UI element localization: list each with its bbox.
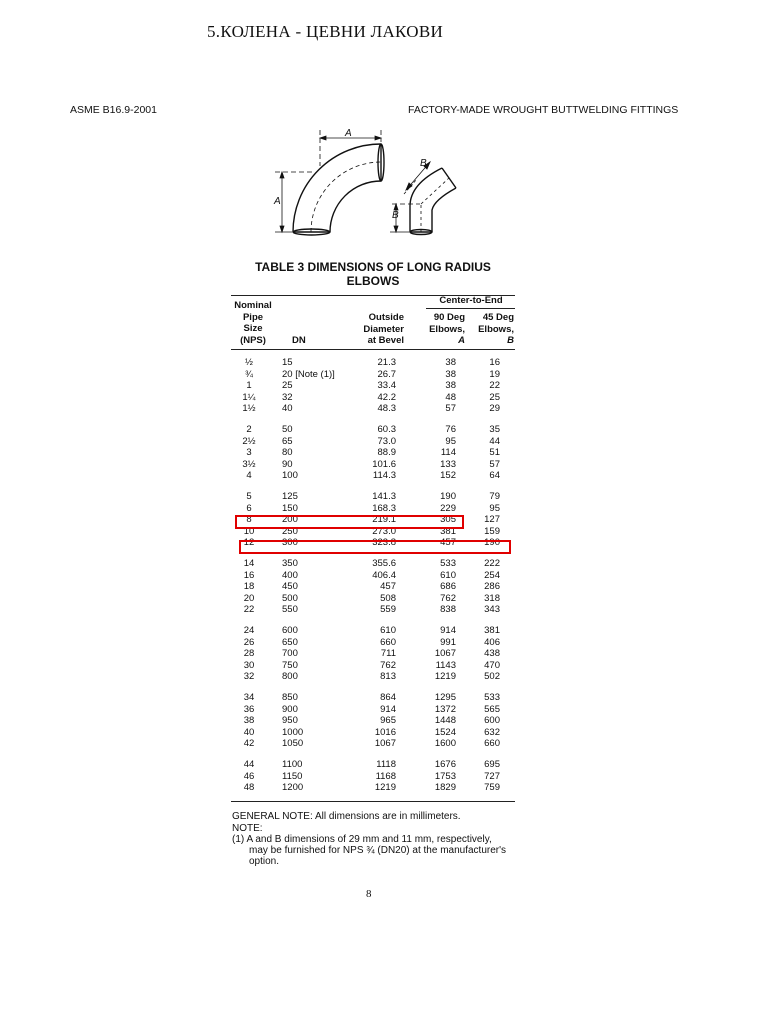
elbow-90-cell: 38 xyxy=(445,380,456,391)
elbow-90-cell: 610 xyxy=(440,569,456,581)
elbow-45-cell: 25 xyxy=(489,391,500,403)
elbow-90-cell: 1753 xyxy=(434,770,456,782)
outside-diameter-cell: 864 xyxy=(380,692,396,703)
elbow-45-cell: 95 xyxy=(489,502,500,514)
elbow-45-cell: 16 xyxy=(489,357,500,368)
outside-diameter-cell: 273.0 xyxy=(372,525,396,537)
dn-cell: 50 xyxy=(282,424,293,435)
outside-diameter-cell: 508 xyxy=(380,592,396,604)
nps-cell: 12 xyxy=(243,537,255,548)
outside-diameter-cell: 1118 xyxy=(376,759,396,770)
standard-code: ASME B16.9-2001 xyxy=(70,104,157,116)
nps-cell: 32 xyxy=(243,671,255,682)
elbow-45-cell: 343 xyxy=(484,604,500,615)
elbow-90-cell: 533 xyxy=(440,558,456,569)
table-header-rule xyxy=(231,349,515,350)
outside-diameter-cell: 1016 xyxy=(374,726,396,738)
dn-column-header: DN xyxy=(292,335,306,346)
elbow-diagram xyxy=(270,128,490,240)
nps-cell: 4 xyxy=(246,470,252,481)
note-label: NOTE: xyxy=(232,823,263,834)
outside-diameter-cell: 1219 xyxy=(374,782,396,793)
nps-cell: 2 xyxy=(246,424,252,435)
elbow-45-cell: 29 xyxy=(489,403,500,414)
outside-diameter-cell: 762 xyxy=(380,659,396,671)
elbow-45-cell: 222 xyxy=(484,558,500,569)
elbow-45-cell: 22 xyxy=(489,380,500,391)
nps-cell: 5 xyxy=(246,491,252,502)
elbow-90-cell: 57 xyxy=(445,403,456,414)
elbow-90-cell: 38 xyxy=(445,368,456,380)
elbow-90-cell: 114 xyxy=(440,447,456,458)
elbow-45-cell: 159 xyxy=(484,525,500,537)
elbow-45-cell: 438 xyxy=(484,648,500,659)
dn-cell: 25 xyxy=(282,380,293,391)
dn-cell: 20 [Note (1)] xyxy=(282,368,335,380)
elbow-45-cell: 565 xyxy=(484,703,500,715)
nps-column-header: Nominal Pipe Size (NPS) xyxy=(234,300,272,346)
outside-diameter-cell: 33.4 xyxy=(377,380,396,391)
dn-cell: 350 xyxy=(282,558,298,569)
elbow-45-cell: 286 xyxy=(484,581,500,592)
nps-cell: 48 xyxy=(243,782,255,793)
nps-cell: 10 xyxy=(243,525,255,537)
dn-cell: 1150 xyxy=(282,770,303,782)
general-note: GENERAL NOTE: All dimensions are in millimeters. xyxy=(232,811,461,822)
nps-cell: 22 xyxy=(243,604,255,615)
outside-diameter-cell: 168.3 xyxy=(372,502,396,514)
outside-diameter-cell: 559 xyxy=(380,604,396,615)
elbow-45-cell: 727 xyxy=(484,770,500,782)
nps-cell: 38 xyxy=(243,715,255,726)
nps-cell: 30 xyxy=(243,659,255,671)
elbow-45-cell: 406 xyxy=(484,636,500,648)
outside-diameter-cell: 88.9 xyxy=(377,447,396,458)
page-number: 8 xyxy=(366,888,372,900)
elbow-45-cell: 44 xyxy=(489,435,500,447)
elbow-90-cell: 1676 xyxy=(434,759,456,770)
nps-cell: 28 xyxy=(243,648,255,659)
elbow-45-column-header: 45 Deg Elbows, B xyxy=(478,312,514,346)
elbow-90-cell: 1143 xyxy=(435,659,456,671)
dn-cell: 90 xyxy=(282,458,293,470)
elbow-90-cell: 1219 xyxy=(434,671,456,682)
dn-cell: 15 xyxy=(282,357,293,368)
elbow-90-cell: 1295 xyxy=(434,692,456,703)
outside-diameter-cell: 73.0 xyxy=(377,435,396,447)
dn-cell: 1050 xyxy=(282,738,304,749)
nps-cell: 1 xyxy=(246,380,252,391)
dn-cell: 500 xyxy=(282,592,298,604)
elbow-90-cell: 1524 xyxy=(434,726,456,738)
elbow-45-cell: 660 xyxy=(484,738,500,749)
outside-diameter-cell: 101.6 xyxy=(372,458,396,470)
elbow-45-cell: 190 xyxy=(484,537,500,548)
elbow-45-cell: 533 xyxy=(484,692,500,703)
outside-diameter-cell: 610 xyxy=(380,625,396,636)
outside-diameter-cell: 114.3 xyxy=(372,470,396,481)
dn-cell: 250 xyxy=(282,525,298,537)
dn-cell: 1200 xyxy=(282,782,304,793)
elbow-90-cell: 305 xyxy=(440,514,456,525)
dn-cell: 950 xyxy=(282,715,298,726)
elbow-45-cell: 600 xyxy=(484,715,500,726)
outside-diameter-cell: 457 xyxy=(380,581,396,592)
dn-cell: 32 xyxy=(282,391,293,403)
outside-diameter-column-header: Outside Diameter at Bevel xyxy=(363,312,404,346)
elbow-90-cell: 38 xyxy=(445,357,456,368)
elbow-45-cell: 695 xyxy=(484,759,500,770)
dn-cell: 65 xyxy=(282,435,293,447)
elbow-90-cell: 381 xyxy=(440,525,456,537)
center-to-end-rule xyxy=(426,308,515,309)
outside-diameter-cell: 26.7 xyxy=(377,368,396,380)
outside-diameter-cell: 141.3 xyxy=(372,491,396,502)
dn-cell: 550 xyxy=(282,604,298,615)
elbow-90-cell: 95 xyxy=(445,435,456,447)
nps-cell: 34 xyxy=(243,692,255,703)
nps-cell: 40 xyxy=(243,726,255,738)
dimension-a-side-label: A xyxy=(274,196,281,207)
elbow-90-cell: 457 xyxy=(440,537,456,548)
elbow-45-cell: 502 xyxy=(484,671,500,682)
dn-cell: 100 xyxy=(282,470,298,481)
nps-cell: 8 xyxy=(246,514,252,525)
table-caption-continued: ELBOWS xyxy=(346,274,400,288)
outside-diameter-cell: 355.6 xyxy=(372,558,396,569)
elbow-90-cell: 762 xyxy=(440,592,456,604)
nps-cell: 2½ xyxy=(242,435,256,447)
outside-diameter-cell: 323.8 xyxy=(372,537,396,548)
elbow-90-cell: 133 xyxy=(440,458,456,470)
outside-diameter-cell: 42.2 xyxy=(377,391,396,403)
elbow-45-cell: 759 xyxy=(484,782,500,793)
elbow-45-cell: 57 xyxy=(489,458,500,470)
outside-diameter-cell: 1067 xyxy=(374,738,396,749)
highlight-box-nps-8 xyxy=(235,515,464,529)
document-subject: FACTORY-MADE WROUGHT BUTTWELDING FITTINGS xyxy=(408,104,679,116)
elbow-90-cell: 838 xyxy=(440,604,456,615)
nps-cell: 36 xyxy=(243,703,255,715)
nps-cell: 16 xyxy=(243,569,255,581)
dimension-b-diagonal-label: B xyxy=(420,158,427,169)
elbow-45-cell: 79 xyxy=(489,491,500,502)
elbow-45-cell: 318 xyxy=(484,592,500,604)
elbow-90-column-header: 90 Deg Elbows, A xyxy=(429,312,465,346)
dn-cell: 150 xyxy=(282,502,298,514)
dimension-a-top-label: A xyxy=(345,128,352,139)
dn-cell: 700 xyxy=(282,648,298,659)
dn-cell: 200 xyxy=(282,514,298,525)
nps-cell: 18 xyxy=(243,581,255,592)
elbow-90-cell: 1829 xyxy=(434,782,456,793)
outside-diameter-cell: 660 xyxy=(380,636,396,648)
nps-cell: 26 xyxy=(243,636,255,648)
elbow-45-cell: 127 xyxy=(484,514,500,525)
dn-cell: 600 xyxy=(282,625,298,636)
elbow-90-cell: 190 xyxy=(440,491,456,502)
nps-cell: 44 xyxy=(243,759,255,770)
nps-cell: 1¼ xyxy=(242,391,256,403)
dn-cell: 800 xyxy=(282,671,298,682)
table-bottom-rule xyxy=(231,801,515,802)
elbow-90-cell: 152 xyxy=(440,470,456,481)
table-caption: TABLE 3 DIMENSIONS OF LONG RADIUS xyxy=(255,260,491,274)
elbow-90-cell: 991 xyxy=(440,636,456,648)
nps-cell: 6 xyxy=(246,502,252,514)
center-to-end-header: Center-to-End xyxy=(439,295,503,306)
dn-cell: 1100 xyxy=(282,759,303,770)
dn-cell: 650 xyxy=(282,636,298,648)
dn-cell: 900 xyxy=(282,703,298,715)
nps-cell: 46 xyxy=(243,770,255,782)
nps-cell: 3 xyxy=(246,447,252,458)
outside-diameter-cell: 965 xyxy=(380,715,396,726)
nps-cell: 14 xyxy=(243,558,255,569)
dn-cell: 125 xyxy=(282,491,298,502)
elbow-45-cell: 51 xyxy=(489,447,500,458)
elbow-90-cell: 1600 xyxy=(434,738,456,749)
nps-cell: ¾ xyxy=(245,368,253,380)
dn-cell: 80 xyxy=(282,447,293,458)
outside-diameter-cell: 48.3 xyxy=(377,403,396,414)
nps-cell: 24 xyxy=(243,625,255,636)
dn-cell: 400 xyxy=(282,569,298,581)
nps-cell: ½ xyxy=(245,357,253,368)
outside-diameter-cell: 711 xyxy=(380,648,396,659)
dn-cell: 450 xyxy=(282,581,298,592)
elbow-45-cell: 470 xyxy=(484,659,500,671)
elbow-45-cell: 35 xyxy=(489,424,500,435)
dn-cell: 300 xyxy=(282,537,298,548)
elbow-45-cell: 19 xyxy=(489,368,500,380)
elbow-90-cell: 686 xyxy=(440,581,456,592)
page-heading: 5.КОЛЕНА - ЦЕВНИ ЛАКОВИ xyxy=(207,22,444,41)
note-1-line-2: may be furnished for NPS ¾ (DN20) at the manufacturer's xyxy=(249,845,507,856)
elbow-90-cell: 1448 xyxy=(434,715,456,726)
elbow-90-cell: 1372 xyxy=(434,703,456,715)
elbow-90-cell: 914 xyxy=(440,625,456,636)
outside-diameter-cell: 60.3 xyxy=(377,424,396,435)
dn-cell: 850 xyxy=(282,692,298,703)
outside-diameter-cell: 914 xyxy=(380,703,396,715)
elbow-90-cell: 76 xyxy=(445,424,456,435)
dimension-b-side-label: B xyxy=(392,210,399,221)
elbow-90-cell: 1067 xyxy=(434,648,456,659)
outside-diameter-cell: 1168 xyxy=(375,770,396,782)
elbow-45-cell: 381 xyxy=(484,625,500,636)
outside-diameter-cell: 406.4 xyxy=(372,569,396,581)
dn-cell: 40 xyxy=(282,403,293,414)
elbow-90-cell: 48 xyxy=(445,391,456,403)
dn-cell: 1000 xyxy=(282,726,304,738)
nps-cell: 3½ xyxy=(242,458,256,470)
elbow-90-cell: 229 xyxy=(440,502,456,514)
elbow-45-cell: 64 xyxy=(489,470,500,481)
elbow-45-cell: 254 xyxy=(484,569,500,581)
elbow-45-cell: 632 xyxy=(484,726,500,738)
note-1-line-3: option. xyxy=(249,856,280,867)
nps-cell: 42 xyxy=(243,738,255,749)
highlight-box-nps-12 xyxy=(239,540,511,554)
dn-cell: 750 xyxy=(282,659,298,671)
outside-diameter-cell: 21.3 xyxy=(377,357,396,368)
nps-cell: 20 xyxy=(243,592,255,604)
outside-diameter-cell: 219.1 xyxy=(372,514,396,525)
nps-cell: 1½ xyxy=(242,403,256,414)
outside-diameter-cell: 813 xyxy=(380,671,396,682)
note-1-line-1: (1) A and B dimensions of 29 mm and 11 mm, respectively, xyxy=(232,834,492,845)
